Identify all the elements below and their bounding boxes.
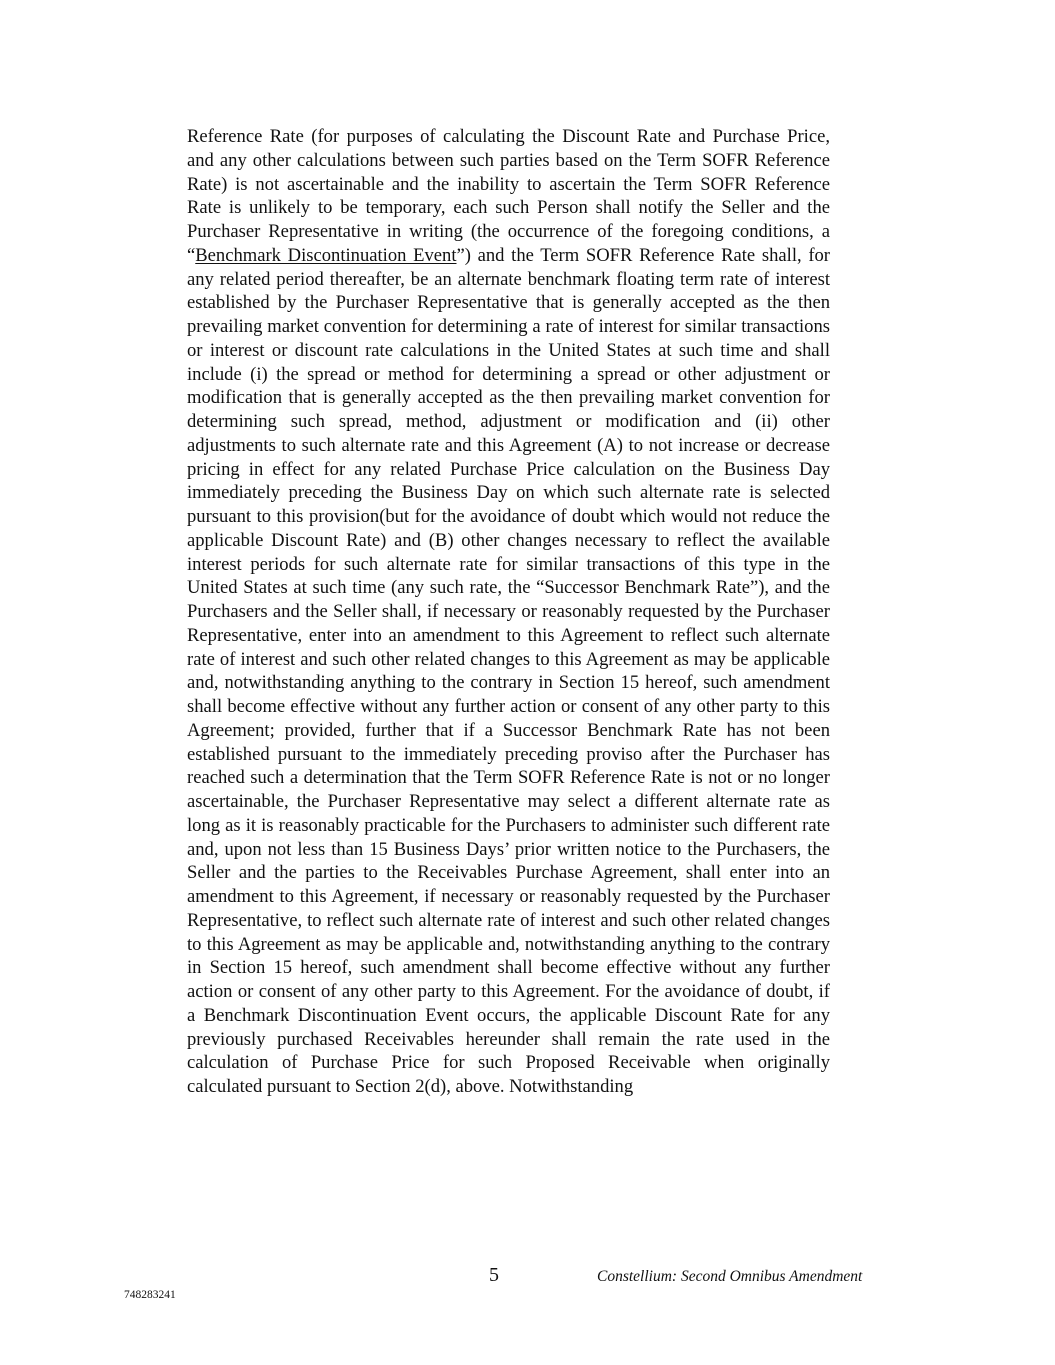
body-paragraph [187, 125, 830, 1099]
footer-title: Constellium: Second Omnibus Amendment [597, 1268, 863, 1285]
defined-term: Benchmark Discontinuation Event [195, 244, 457, 266]
paragraph-text-start: Reference Rate (for purposes of calculating the Discount Rate and Purchase Price, and any other calculations between such parties based on the Term SOFR Reference Rate) is not ascertainable and the inability to ascertain the Term SOFR Reference Rate is unlikely to be temporary, each such Person shall notify the Seller and the Purchaser Representative in writing (the occurrence of the foregoing conditions, a “ [187, 126, 830, 266]
page-number: 5 [489, 1264, 499, 1286]
document-id: 748283241 [124, 1289, 176, 1301]
paragraph-text-end: ”) and the Term SOFR Reference Rate shall, for any related period thereafter, be an alternate benchmark floating term rate of interest established by the Purchaser Representative that is generally accepted as the then prevailing market convention for determining a rate of interest for similar transactions or interest or discount rate calculations in the United States at such time and shall include (i) the spread or method for determining a spread or other adjustment or modification that is generally accepted as the then prevailing market convention for determining such spread, method, adjustment or modification and (ii) other adjustments to such alternate rate and this Agreement (A) to not increase or decrease pricing in effect for any related Purchase Price calculation on the Business Day immediately preceding the Business Day on which such alternate rate is selected pursuant to this provision(but for the avoidance of doubt which would not reduce the applicable Discount Rate) and (B) other changes necessary to reflect the available interest periods for such alternate rate for similar transactions of this type in the United States at such time (any such rate, the “Successor Benchmark Rate”), and the Purchasers and the Seller shall, if necessary or reasonably requested by the Purchaser Representative, enter into an amendment to this Agreement to reflect such alternate rate of interest and such other related changes to this Agreement as may be applicable and, notwithstanding anything to the contrary in Section 15 hereof, such amendment shall become effective without any further action or consent of any other party to this Agreement; provided, further that if a Successor Benchmark Rate has not been established pursuant to the immediately preceding proviso after the Purchaser has reached such a determination that the Term SOFR Reference Rate is not or no longer ascertainable, the Purchaser Representative may select a different alternate rate as long as it is reasonably practicable for the Purchasers to administer such different rate and, upon not less than 15 Business Days’ prior written notice to the Purchasers, the Seller and the parties to the Receivables Purchase Agreement, shall enter into an amendment to this Agreement, if necessary or reasonably requested by the Purchaser Representative, to reflect such alternate rate of interest and such other related changes to this Agreement as may be applicable and, notwithstanding anything to the contrary in Section 15 hereof, such amendment shall become effective without any further action or consent of any other party to this Agreement. For the avoidance of doubt, if a Benchmark Discontinuation Event occurs, the applicable Discount Rate for any previously purchased Receivables hereunder shall remain the rate used in the calculation of Purchase Price for such Proposed Receivable when originally calculated pursuant to Section 2(d), above. Notwithstanding [187, 244, 831, 1097]
